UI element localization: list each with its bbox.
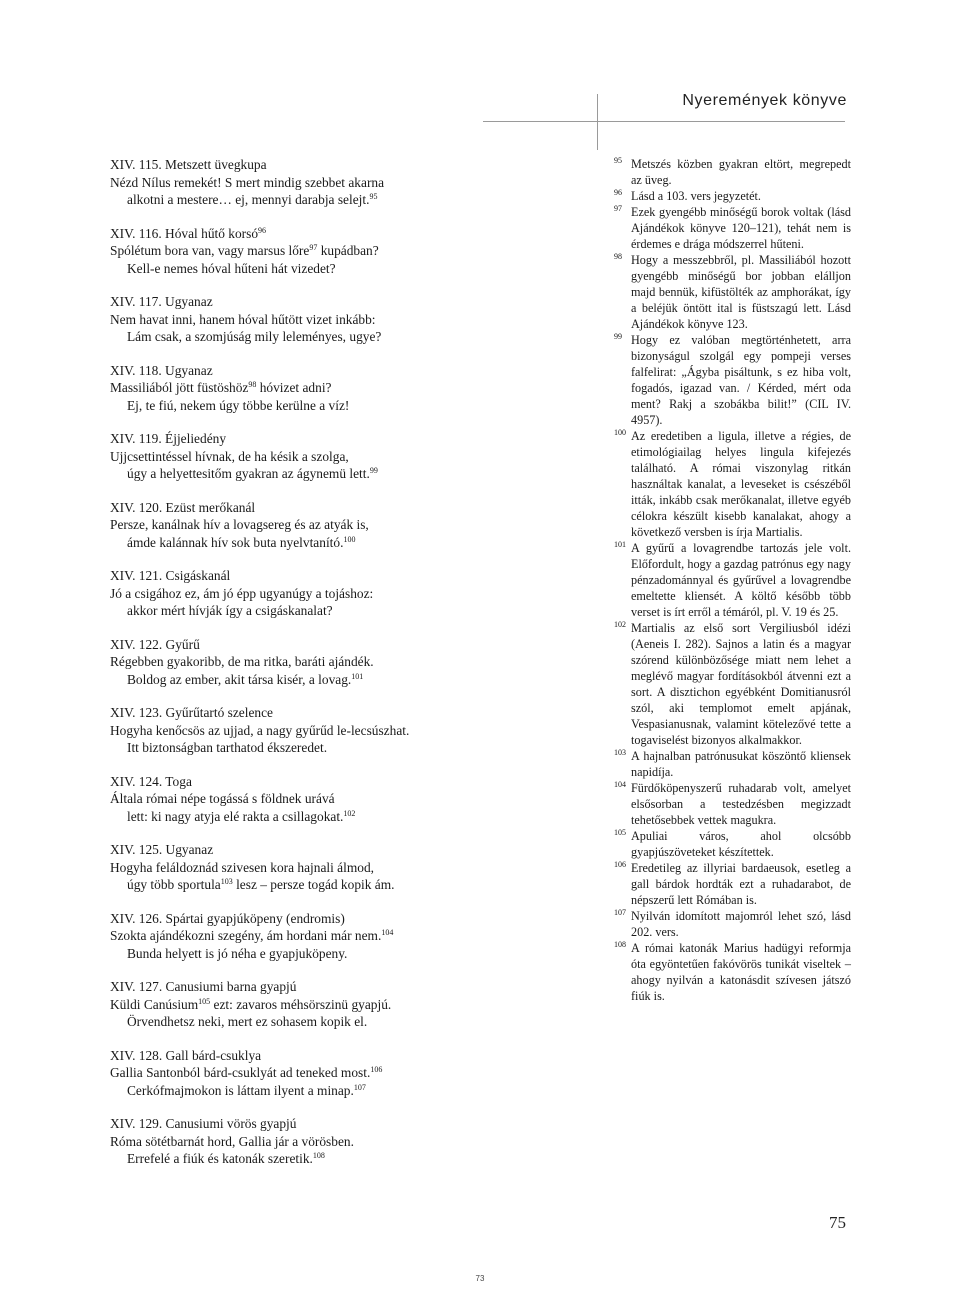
verse-line <box>110 790 590 808</box>
line-text: alkotni a mestere… ej, mennyi darabja selejt. <box>127 192 370 207</box>
footnote-ref: 100 <box>343 534 356 544</box>
epigram-title <box>110 636 590 654</box>
epigram-title <box>110 978 590 996</box>
epigram <box>110 293 590 346</box>
verse-line <box>110 379 590 397</box>
line-text: Régebben gyakoribb, de ma ritka, baráti ajándék. <box>110 654 374 669</box>
footnote-text: A római katonák Marius hadügyi reformja óta egyöntetűen fakóvörös tunikát viseltek – ahogy nyilván a katonásdit szívesen játszó fiúk is. <box>631 941 851 1003</box>
line-text: úgy több sportula <box>127 877 221 892</box>
footnote <box>614 828 851 860</box>
verse-line <box>110 876 590 894</box>
footnote-ref: 101 <box>351 671 364 681</box>
footnote-number: 105 <box>614 828 626 837</box>
line-text: XIV. 128. Gall bárd-csuklya <box>110 1047 262 1063</box>
line-text: Persze, kanálnak hív a lovagsereg és az atyák is, <box>110 517 369 532</box>
footnote-ref: 106 <box>370 1065 383 1074</box>
footnote <box>614 156 851 188</box>
epigram <box>110 704 590 757</box>
epigram-title <box>110 499 590 517</box>
footnote-text: Hogy a messzebbről, pl. Massiliából hozott gyengébb minőségű bor jobban elálljon majd bennük, kifüstölték az amphorákat, így a beléjük öntött ital is füstszagú lett. Lásd Ajándékok könyve 123. <box>631 253 851 331</box>
epigram <box>110 978 590 1031</box>
line-text: Jó a csigához ez, ám jó épp ugyanúgy a tojáshoz: <box>110 585 374 601</box>
footnote-number: 108 <box>614 940 626 949</box>
line-text: XIV. 124. Toga <box>110 773 192 789</box>
epigram-title <box>110 704 590 722</box>
footnote-ref: 107 <box>353 1082 366 1092</box>
line-text: XIV. 129. Canusiumi vörös gyapjú <box>110 1116 297 1131</box>
footnote-ref: 98 <box>248 380 257 389</box>
line-text: Küldi Canúsium <box>110 996 199 1012</box>
verse-line <box>110 996 590 1014</box>
verse-line <box>110 671 590 689</box>
footnote-ref: 105 <box>198 996 211 1006</box>
footnote-ref: 97 <box>309 243 318 252</box>
footnote-number: 97 <box>614 204 622 213</box>
line-text: XIV. 126. Spártai gyapjúköpeny (endromis) <box>110 910 345 926</box>
line-text: XIV. 118. Ugyanaz <box>110 362 213 378</box>
line-text: XIV. 117. Ugyanaz <box>110 294 213 309</box>
epigram <box>110 1047 590 1100</box>
verse-line <box>110 242 590 260</box>
line-text: XIV. 127. Canusiumi barna gyapjú <box>110 979 297 994</box>
epigram <box>110 636 590 689</box>
line-text: Massiliából jött füstöshöz <box>110 380 249 395</box>
line-text: Lám csak, a szomjúság mily leleményes, ugye? <box>127 329 382 344</box>
line-text: Bunda helyett is jó néha e gyapjuköpeny. <box>127 945 348 961</box>
verse-line <box>110 397 590 415</box>
footnote-number: 106 <box>614 860 626 869</box>
verse-line <box>110 1064 590 1082</box>
footnote-ref: 102 <box>343 808 356 818</box>
page-number: 75 <box>829 1213 846 1232</box>
verse-line <box>110 1133 590 1151</box>
footnote-text: Nyilván idomított majomról lehet szó, lásd 202. vers. <box>631 909 851 939</box>
verse-line <box>110 328 590 346</box>
epigram-title <box>110 362 590 380</box>
line-text: Ej, te fiú, nekem úgy többe kerülne a víz! <box>127 397 350 413</box>
footnote-text: Martialis az első sort Vergiliusból idézi (Aeneis I. 282). Sajnos a latin és a magyar szórend különbözősége miatt nem lehet a meglévő magyar fordításokból átvenni ezt a sort. A disztichon egyébként Domitianusról szól, aki templomot emelt apjának, Vespasianusnak, valamint kötelezővé tette a togaviselést bizonyos alkalmakkor. <box>631 621 851 747</box>
line-text: Hogyha feláldoznád szivesen kora hajnali álmod, <box>110 859 375 875</box>
line-text: XIV. 115. Metszett üvegkupa <box>110 157 267 172</box>
verse-line <box>110 927 590 945</box>
folio-number: 73 <box>475 1274 485 1283</box>
line-text: XIV. 120. Ezüst merőkanál <box>110 499 256 515</box>
footnote-number: 98 <box>614 252 622 261</box>
line-text-tail: kupádban? <box>317 243 379 258</box>
footnote-text: A gyűrű a lovagrendbe tartozás jele volt. Előfordult, hogy a gazdag patrónus egy nagy pénzadománnyal és gyűrűvel a lovagrendbe emeltette kliensét. A költő később több verset is írt erről a témáról, pl. V. 19 és 25. <box>631 541 851 619</box>
epigram-title <box>110 225 590 243</box>
header-rule-vertical <box>597 94 598 150</box>
footnote-text: Apuliai város, ahol olcsóbb gyapjúszöveteket készítettek. <box>631 829 851 859</box>
line-text: Általa római népe togássá s földnek urává <box>110 791 335 806</box>
line-text: Cerkófmajmokon is láttam ilyent a minap. <box>127 1082 354 1098</box>
line-text: XIV. 116. Hóval hűtő korsó <box>110 225 259 241</box>
footnote-ref: 108 <box>312 1151 325 1160</box>
verse-line <box>110 602 590 620</box>
line-text: akkor mért hívják így a csigáskanalat? <box>127 603 333 618</box>
line-text-tail: hóvizet adni? <box>256 380 332 395</box>
verse-line <box>110 1082 590 1100</box>
line-text: ámde kalánnak hív sok buta nyelvtanító. <box>127 534 344 550</box>
verse-line <box>110 448 590 466</box>
footnote-number: 102 <box>614 620 626 629</box>
verse-line <box>110 516 590 534</box>
footnote-text: Lásd a 103. vers jegyzetét. <box>631 189 761 203</box>
epigram-title <box>110 430 590 448</box>
verse-line <box>110 722 590 740</box>
verse-line <box>110 174 590 192</box>
epigram <box>110 430 590 483</box>
footnote <box>614 908 851 940</box>
verse-line <box>110 859 590 877</box>
verse-line <box>110 191 590 209</box>
epigram-title <box>110 293 590 311</box>
footnote <box>614 540 851 620</box>
footnote-ref: 96 <box>258 225 267 235</box>
line-text: XIV. 121. Csigáskanál <box>110 568 231 583</box>
footnote-ref: 99 <box>369 466 378 475</box>
epigram <box>110 362 590 415</box>
footnote-ref: 104 <box>381 928 394 937</box>
line-text: Örvendhetsz neki, mert ez sohasem kopik el. <box>127 1014 368 1029</box>
footnote-number: 103 <box>614 748 626 757</box>
footnote-number: 95 <box>614 156 622 165</box>
line-text: Nem havat inni, hanem hóval hűtött vizet inkább: <box>110 311 376 327</box>
epigram <box>110 499 590 552</box>
footnote <box>614 860 851 908</box>
line-text: XIV. 123. Gyűrűtartó szelence <box>110 705 273 720</box>
footnote-text: Fürdőköpenyszerű ruhadarab volt, amelyet elsősorban a testedzésben megizzadt tehetősebbek vettek magukra. <box>631 781 851 827</box>
line-text: XIV. 125. Ugyanaz <box>110 842 214 857</box>
line-text: úgy a helyettesitőm gyakran az ágynemü lett. <box>127 466 370 481</box>
line-text-tail: ezt: zavaros méhsörszinü gyapjú. <box>210 996 392 1012</box>
footnote-text: Metszés közben gyakran eltört, megrepedt az üveg. <box>631 157 851 187</box>
footnote-number: 107 <box>614 908 626 917</box>
footnote <box>614 620 851 748</box>
footnote <box>614 780 851 828</box>
line-text: Kell-e nemes hóval hűteni hát vizedet? <box>127 260 336 276</box>
footnote-number: 99 <box>614 332 622 341</box>
line-text: Nézd Nílus remekét! S mert mindig szebbet akarna <box>110 174 385 190</box>
running-title: Nyeremények könyve <box>682 92 847 109</box>
line-text-tail: lesz – persze togád kopik ám. <box>232 877 395 892</box>
epigram-title <box>110 910 590 928</box>
epigram-title <box>110 841 590 859</box>
footnote-ref: 103 <box>220 877 233 886</box>
verse-line <box>110 534 590 552</box>
epigram-title <box>110 156 590 174</box>
footnote <box>614 252 851 332</box>
footnote <box>614 940 851 1004</box>
verse-line <box>110 311 590 329</box>
footnote-number: 96 <box>614 188 622 197</box>
footnote-column <box>614 156 851 1004</box>
footnote <box>614 332 851 428</box>
verse-line <box>110 653 590 671</box>
line-text: Gallia Santonból bárd-csuklyát ad teneked most. <box>110 1065 371 1080</box>
epigram <box>110 567 590 620</box>
footnote-number: 100 <box>614 428 626 437</box>
line-text: Ujjcsettintéssel hívnak, de ha késik a szolga, <box>110 448 349 464</box>
footnote-number: 101 <box>614 540 626 549</box>
line-text: Itt biztonságban tarthatod ékszeredet. <box>127 740 328 755</box>
line-text: Boldog az ember, akit társa kisér, a lovag. <box>127 671 352 687</box>
epigram-title <box>110 1047 590 1065</box>
line-text: Szokta ajándékozni szegény, ám hordani már nem. <box>110 928 382 943</box>
line-text: Róma sötétbarnát hord, Gallia jár a vörösben. <box>110 1133 354 1149</box>
line-text: lett: ki nagy atyja elé rakta a csillagokat. <box>127 808 344 824</box>
verse-line <box>110 465 590 483</box>
epigram-title <box>110 773 590 791</box>
footnote-text: A hajnalban patrónusukat köszöntő kliensek napidíja. <box>631 749 851 779</box>
footnote <box>614 204 851 252</box>
footnote <box>614 188 851 204</box>
line-text: Errefelé a fiúk és katonák szeretik. <box>127 1151 313 1166</box>
footnote-text: Eredetileg az illyriai bardaeusok, esetleg a gall bárdok hordták ezt a ruhadarabot, de népszerű lett Rómában is. <box>631 861 851 907</box>
epigram-title <box>110 1115 590 1133</box>
epigram <box>110 156 590 209</box>
epigram <box>110 225 590 278</box>
verse-line <box>110 808 590 826</box>
footnote-number: 104 <box>614 780 626 789</box>
header-rule <box>483 121 845 122</box>
verse-line <box>110 739 590 757</box>
footnote-text: Hogy ez valóban megtörténhetett, arra bizonyságul szolgál egy pompeji verses falfelirat: „Ágyba pisáltunk, s ez hiba volt, fogadós, igazad van. / Kérded, mért oda ment? Rakj a szobákba bilit!” (CIL IV. 4957). <box>631 333 851 427</box>
footnote-text: Ezek gyengébb minőségű borok voltak (lásd Ajándékok könyve 120–121), tehát nem is érdemes e drága módszerrel hűteni. <box>631 205 851 251</box>
line-text: XIV. 122. Gyűrű <box>110 636 200 652</box>
footnote <box>614 428 851 540</box>
epigram <box>110 910 590 963</box>
verse-line <box>110 585 590 603</box>
epigram <box>110 841 590 894</box>
footnote-text: Az eredetiben a ligula, illetve a régies, de etimológiailag helyes lingula kifejezés található. A római viszonylag ritkán használtak kanalat, a leveseket is csészéből itták, inkább csak merőkanalat, illetve egyéb célokra készült kisebb kanalakat, ahogy a következő versben is írja Martialis. <box>631 429 851 539</box>
verse-line <box>110 1013 590 1031</box>
verse-line <box>110 1150 590 1168</box>
line-text: Spólétum bora van, vagy marsus lőre <box>110 243 310 258</box>
footnote <box>614 748 851 780</box>
footnote-ref: 95 <box>369 192 378 201</box>
epigram-title <box>110 567 590 585</box>
verse-line <box>110 260 590 278</box>
line-text: Hogyha kenőcsös az ujjad, a nagy gyűrűd le-lecsúszhat. <box>110 722 410 738</box>
poem-column <box>110 156 590 1184</box>
epigram <box>110 773 590 826</box>
verse-line <box>110 945 590 963</box>
epigram <box>110 1115 590 1168</box>
line-text: XIV. 119. Éjjeliedény <box>110 431 227 446</box>
